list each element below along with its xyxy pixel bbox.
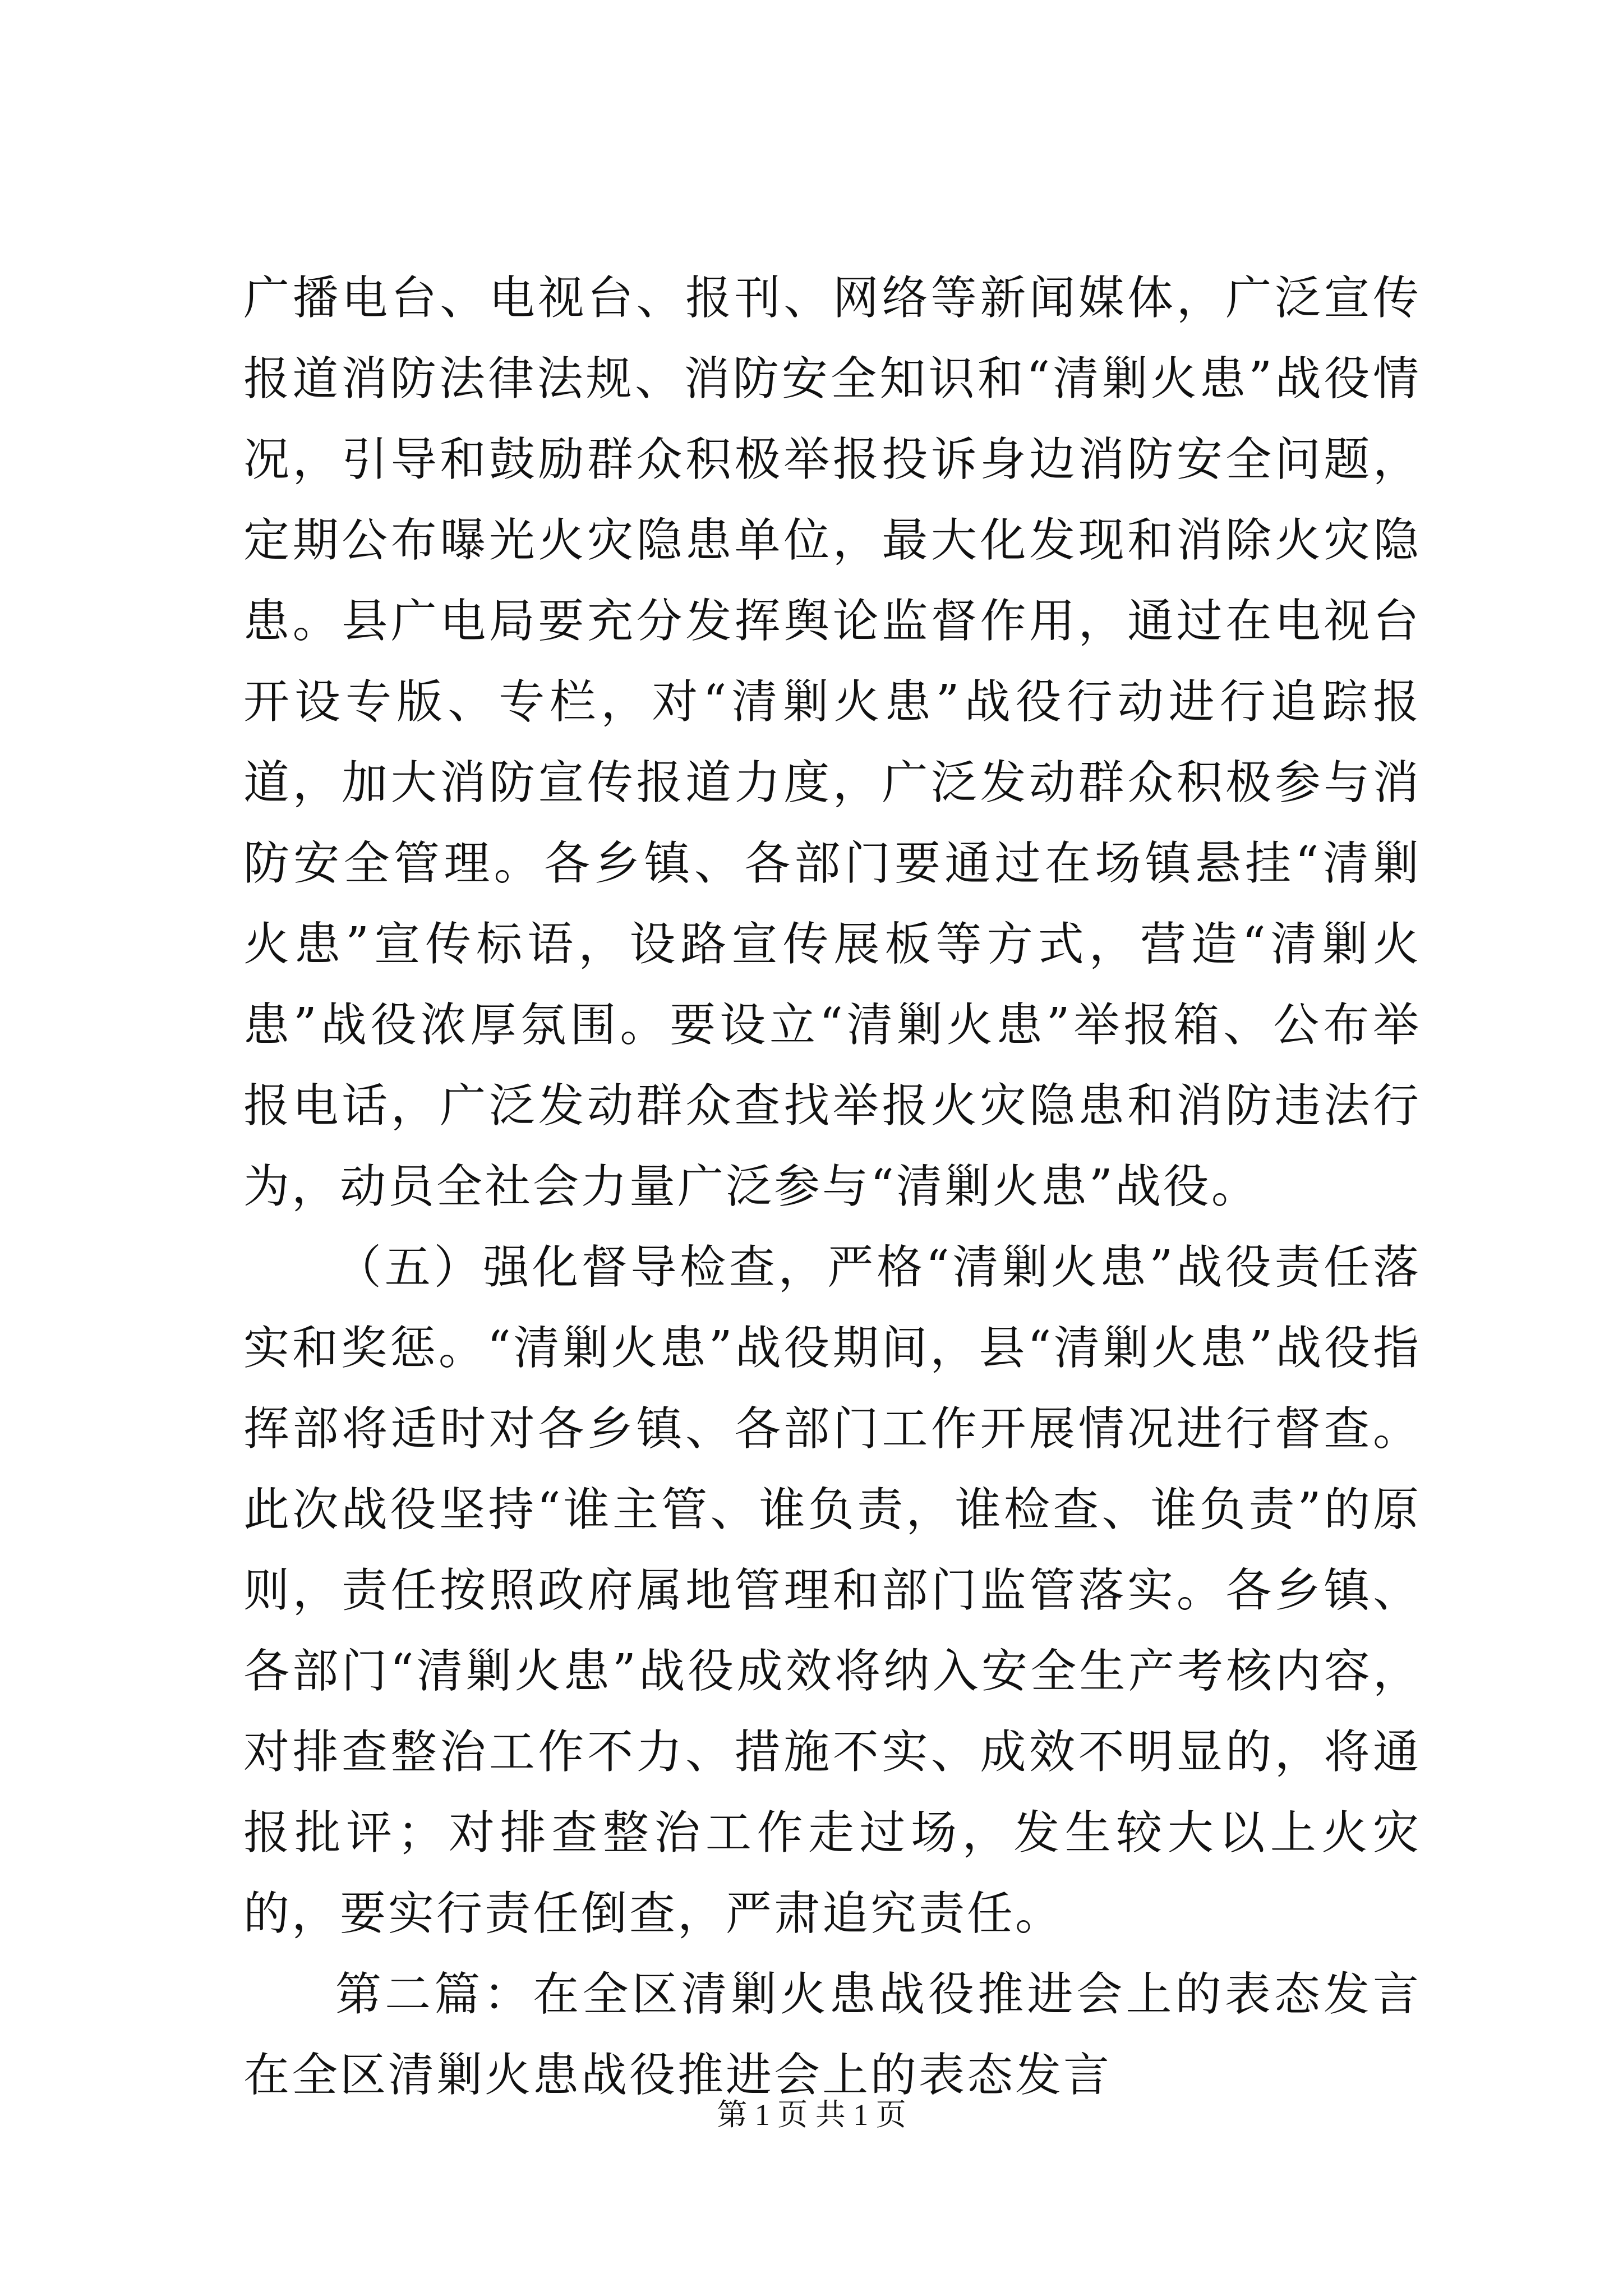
body-paragraph-supervision: （五）强化督导检查，严格“清剿火患”战役责任落实和奖惩。“清剿火患”战役期间，县“清剿火患”战役指挥部将适时对各乡镇、各部门工作开展情况进行督查。此次战役坚持“谁主管、谁负责，谁检查、谁负责”的原则，责任按照政府属地管理和部门监管落实。各乡镇、各部门“清剿火患”战役成效将纳入安全生产考核内容，对排查整治工作不力、措施不实、成效不明显的，将通报批评；对排查整治工作走过场，发生较大以上火灾的，要实行责任倒查，严肃追究责任。 xyxy=(243,1241,1421,1940)
page-footer: 第 1 页 共 1 页 xyxy=(717,2098,906,2132)
document-body xyxy=(243,258,1421,2116)
body-paragraph-publicity: 广播电台、电视台、报刊、网络等新闻媒体，广泛宣传报道消防法律法规、消防安全知识和“清剿火患”战役情况，引导和鼓励群众积极举报投诉身边消防安全问题，定期公布曝光火灾隐患单位，最大化发现和消除火灾隐患。县广电局要充分发挥舆论监督作用，通过在电视台开设专版、专栏，对“清剿火患”战役行动进行追踪报道，加大消防宣传报道力度，广泛发动群众积极参与消防安全管理。各乡镇、各部门要通过在场镇悬挂“清剿火患”宣传标语，设路宣传展板等方式，营造“清剿火患”战役浓厚氛围。要设立“清剿火患”举报箱、公布举报电话，广泛发动群众查找举报火灾隐患和消防违法行为，动员全社会力量广泛参与“清剿火患”战役。 xyxy=(243,272,1421,1213)
body-paragraph-second-article-title: 第二篇：在全区清剿火患战役推进会上的表态发言在全区清剿火患战役推进会上的表态发言 xyxy=(243,1968,1421,2102)
